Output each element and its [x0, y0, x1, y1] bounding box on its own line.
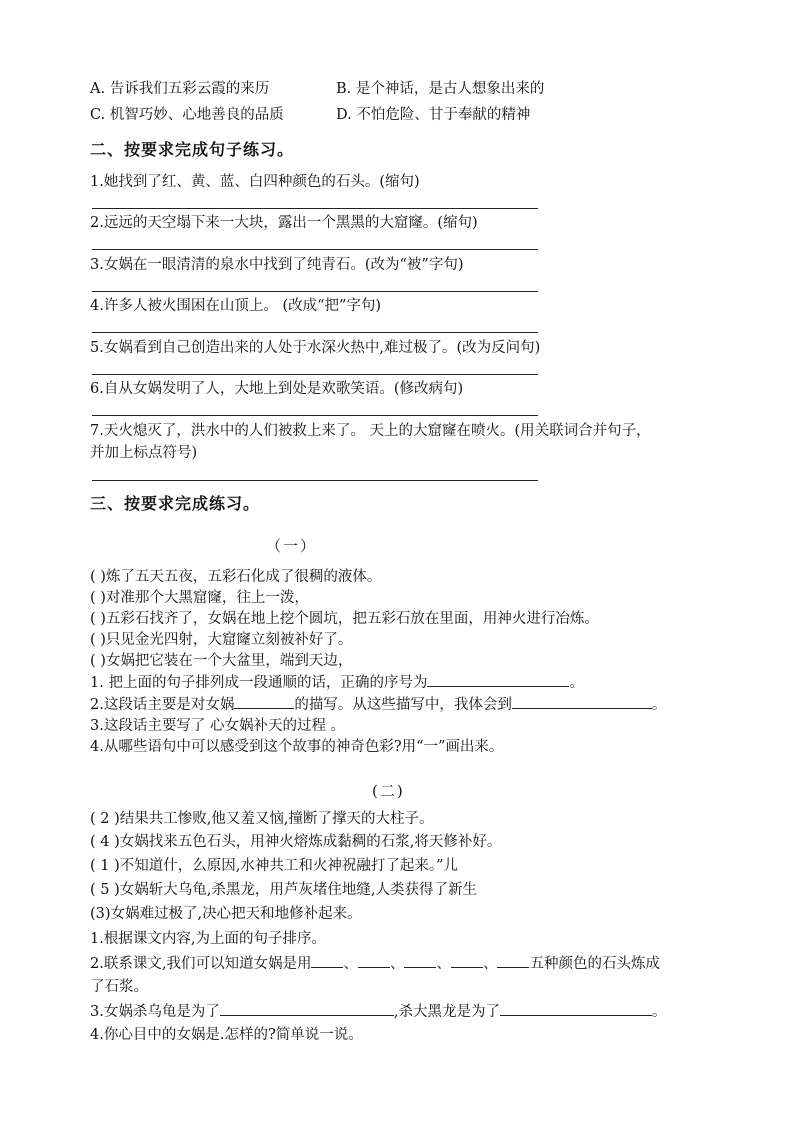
- p1-question-3: 3.这段话主要写了 心女娲补天的过程 。: [90, 718, 346, 734]
- p2-sentence-1: ( 2 )结果共工惨败,他又羞又恼,撞断了撑天的大柱子。: [90, 811, 434, 827]
- p2-q2-sep-3: 、: [436, 956, 451, 972]
- section-2-heading: 二、按要求完成句子练习。: [90, 140, 295, 159]
- p1-q1-blank[interactable]: [427, 672, 569, 687]
- p1-q2-blank-2[interactable]: [512, 694, 652, 709]
- p1-q1-text: 1. 把上面的句子排列成一段通顺的话，正确的序号为: [90, 675, 428, 691]
- answer-line-3[interactable]: [92, 291, 538, 292]
- answer-line-6[interactable]: [92, 415, 538, 416]
- p1-q2-text-a: 2.这段话主要是对女娲: [90, 697, 235, 713]
- p1-sentence-5: ( )女娲把它装在一个大盆里，端到天边，: [90, 653, 353, 669]
- p2-q2-sep-1: 、: [343, 956, 358, 972]
- part-2-title: (二): [372, 782, 405, 800]
- s2-item-5: 5.女娲看到自己创造出来的人处于水深火热中,难过极了。(改为反问句): [90, 340, 541, 356]
- s2-item-4: 4.许多人被火围困在山顶上。 (改成“把”字句): [90, 298, 382, 314]
- p2-q2-blank-2[interactable]: [358, 953, 390, 968]
- answer-line-5[interactable]: [92, 374, 538, 375]
- s2-item-3: 3.女娲在一眼清清的泉水中找到了纯青石。(改为“被”字句): [90, 257, 464, 273]
- p1-q2-blank-1[interactable]: [234, 694, 294, 709]
- p1-sentence-2: ( )对准那个大黑窟窿，往上一泼，: [90, 590, 309, 606]
- p2-question-1: 1.根据课文内容,为上面的句子排序。: [90, 931, 326, 947]
- s2-item-7-cont: 并加上标点符号): [90, 445, 198, 461]
- p2-q2-text-b: 五种颜色的石头炼成: [529, 956, 660, 972]
- p1-sentence-4: ( )只见金光四射，大窟窿立刻被补好了。: [90, 632, 353, 648]
- s2-item-1: 1.她找到了红、黄、蓝、白四种颜色的石头。(缩句): [90, 174, 420, 190]
- part-1-title: （一）: [266, 537, 318, 555]
- p1-q1-end: 。: [569, 675, 584, 691]
- answer-line-1[interactable]: [92, 208, 538, 209]
- p2-q2-cont: 了石浆。: [90, 979, 148, 995]
- p2-q3-text-a: 3.女娲杀乌龟是为了: [90, 1004, 220, 1020]
- p2-q2-blank-5[interactable]: [497, 953, 529, 968]
- answer-line-2[interactable]: [92, 249, 538, 250]
- p2-question-2: [90, 953, 660, 974]
- p2-q2-blank-3[interactable]: [404, 953, 436, 968]
- p1-question-4: 4.从哪些语句中可以感受到这个故事的神奇色彩?用“一”画出来。: [90, 739, 504, 755]
- p2-q2-sep-4: 、: [482, 956, 498, 972]
- s2-item-6: 6.自从女娲发明了人，大地上到处是欢歌笑语。(修改病句): [90, 381, 464, 397]
- p2-q2-blank-4[interactable]: [451, 953, 483, 968]
- p2-question-4: 4.你心目中的女娲是.怎样的?简单说一说。: [90, 1027, 363, 1043]
- choice-c: C. 机智巧妙、心地善良的品质: [90, 107, 284, 123]
- answer-line-7[interactable]: [92, 480, 538, 481]
- s2-item-7: 7.天火熄灭了，洪水中的人们被救上来了。 天上的大窟窿在喷火。(用关联词合并句子，: [90, 423, 651, 439]
- choice-b: B. 是个神话，是古人想象出来的: [336, 81, 545, 97]
- p2-q3-text-b: ,杀大黑龙是为了: [393, 1004, 500, 1020]
- p1-sentence-1: ( )炼了五天五夜，五彩石化成了很稠的液体。: [90, 569, 382, 585]
- p2-sentence-3: ( 1 )不知道什，么原因,水神共工和火神祝融打了起来。”儿: [90, 858, 459, 874]
- p1-q2-text-b: 的描写。从这些描写中，我体会到: [294, 697, 512, 713]
- choice-d: D. 不怕危险、甘于奉献的精神: [336, 107, 531, 123]
- section-3-heading: 三、按要求完成练习。: [90, 494, 261, 513]
- choice-a: A. 告诉我们五彩云霞的来历: [90, 81, 270, 97]
- p2-q2-text-a: 2.联系课文,我们可以知道女娲是用: [90, 956, 312, 972]
- p1-question-1: [90, 672, 584, 693]
- p1-question-2: [90, 694, 666, 715]
- p2-sentence-5: (3)女娲难过极了,决心把天和地修补起来。: [90, 906, 362, 922]
- s2-item-2: 2.远远的天空塌下来一大块，露出一个黑黑的大窟窿。(缩句): [90, 215, 478, 231]
- p1-q2-end: 。: [651, 697, 667, 713]
- p2-question-3: [90, 1001, 666, 1022]
- p2-q3-blank-2[interactable]: [500, 1001, 652, 1016]
- p2-sentence-4: ( 5 )女娲斩大乌龟,杀黑龙，用芦灰堵住地缝,人类获得了新生: [90, 882, 477, 898]
- p2-q3-end: 。: [651, 1004, 667, 1020]
- p2-q2-sep-2: 、: [389, 956, 405, 972]
- p1-sentence-3: ( )五彩石找齐了，女娲在地上挖个圆坑，把五彩石放在里面，用神火进行冶炼。: [90, 611, 599, 627]
- p2-q3-blank-1[interactable]: [220, 1001, 394, 1016]
- p2-sentence-2: ( 4 )女娲找来五色石头，用神火熔炼成黏稠的石浆,将天修补好。: [90, 834, 502, 850]
- answer-line-4[interactable]: [92, 332, 538, 333]
- p2-q2-blank-1[interactable]: [311, 953, 343, 968]
